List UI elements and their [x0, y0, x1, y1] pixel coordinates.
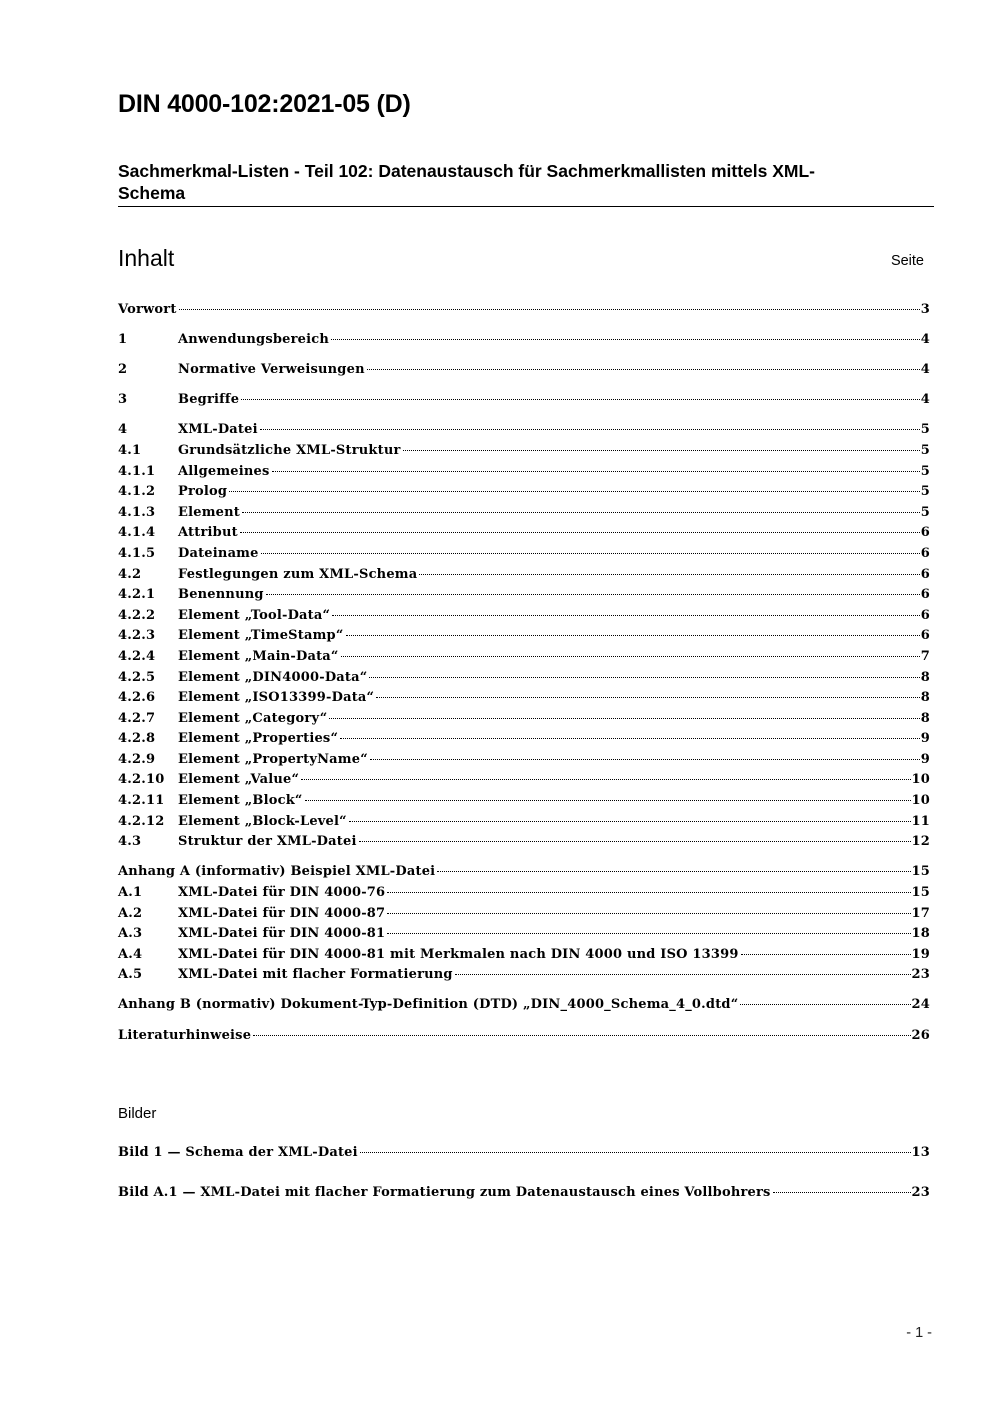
toc-entry-title: XML-Datei für DIN 4000-81 mit Merkmalen nach DIN 4000 und ISO 13399: [178, 946, 739, 962]
toc-entry[interactable]: [118, 302, 930, 323]
toc-entry-title: XML-Datei für DIN 4000-81: [178, 926, 386, 942]
figures-heading: Bilder: [118, 1105, 157, 1122]
toc-dot-leader: [179, 309, 920, 310]
toc-entry-page: 5: [920, 442, 930, 458]
toc-entry-number: 4.2.7: [118, 710, 156, 726]
toc-entry[interactable]: [118, 752, 930, 773]
toc-entry-number: A.4: [118, 946, 143, 962]
toc-entry-number: A.1: [118, 884, 143, 900]
toc-dot-leader: [260, 429, 920, 430]
toc-entry-page: 23: [911, 967, 930, 983]
toc-entry-title: Element „Main-Data“: [178, 648, 339, 664]
toc-entry-title: Element: [178, 504, 241, 520]
toc-entry-title: Festlegungen zum XML-Schema: [178, 566, 418, 582]
toc-entry-title: Element „Properties“: [178, 731, 339, 747]
figure-entry-title: Bild A.1 — XML-Datei mit flacher Formatierung zum Datenaustausch eines Vollbohrers: [118, 1185, 771, 1201]
toc-entry-page: 10: [911, 772, 930, 788]
toc-entry-number: 4.2.3: [118, 628, 156, 644]
document-subtitle: [118, 160, 934, 207]
toc-entry-number: 3: [118, 392, 128, 408]
toc-entry[interactable]: [118, 362, 930, 383]
toc-entry[interactable]: [118, 628, 930, 649]
toc-entry-number: 4.1.3: [118, 504, 156, 520]
toc-entry-number: 4.2.4: [118, 648, 156, 664]
toc-entry-page: 11: [911, 813, 930, 829]
toc-dot-leader: [437, 871, 910, 872]
toc-entry-number: 4.2.11: [118, 793, 165, 809]
toc-entry-page: 6: [920, 566, 930, 582]
toc-entry[interactable]: [118, 505, 930, 526]
toc-entry-number: A.2: [118, 905, 143, 921]
toc-entry-page: 19: [911, 946, 930, 962]
subtitle-line-1: Sachmerkmal-Listen - Teil 102: Datenaustausch für Sachmerkmallisten mittels XML-: [118, 161, 815, 181]
toc-entry-title: XML-Datei für DIN 4000-76: [178, 884, 386, 900]
toc-entry-page: 4: [920, 332, 930, 348]
toc-dot-leader: [741, 954, 911, 955]
toc-entry-page: 5: [920, 463, 930, 479]
toc-entry-page: 6: [920, 628, 930, 644]
figure-dot-leader: [360, 1152, 911, 1153]
toc-entry-page: 8: [920, 690, 930, 706]
toc-entry-title: Begriffe: [178, 392, 240, 408]
toc-dot-leader: [367, 369, 920, 370]
toc-entry[interactable]: [118, 793, 930, 814]
toc-entry-number: 4.1: [118, 442, 142, 458]
toc-entry-number: 4.1.2: [118, 484, 156, 500]
toc-entry-number: 2: [118, 362, 128, 378]
toc-entry-number: 1: [118, 332, 128, 348]
toc-entry-title: XML-Datei mit flacher Formatierung: [178, 967, 453, 983]
toc-dot-leader: [349, 821, 911, 822]
toc-entry-page: 18: [911, 926, 930, 942]
toc-dot-leader: [340, 738, 920, 739]
toc-entry-page: 12: [911, 834, 930, 850]
toc-entry-number: A.3: [118, 926, 143, 942]
toc-entry-title: Vorwort: [118, 302, 177, 317]
toc-entry[interactable]: [118, 711, 930, 732]
toc-entry-number: 4.2.8: [118, 731, 156, 747]
toc-entry[interactable]: [118, 814, 930, 835]
toc-entry-page: 24: [911, 997, 930, 1013]
toc-entry-page: 5: [920, 504, 930, 520]
toc-entry[interactable]: [118, 608, 930, 629]
toc-entry-title: Literaturhinweise: [118, 1027, 252, 1043]
toc-entry-page: 15: [911, 864, 930, 880]
toc-entry-page: 8: [920, 710, 930, 726]
toc-entry-title: Anhang A (informativ) Beispiel XML-Datei: [118, 864, 436, 880]
toc-dot-leader: [272, 471, 920, 472]
toc-entry-title: Element „TimeStamp“: [178, 628, 344, 644]
toc-entry-number: 4.1.1: [118, 463, 156, 479]
toc-entry-number: 4.2: [118, 566, 142, 582]
toc-dot-leader: [301, 779, 910, 780]
toc-dot-leader: [229, 491, 920, 492]
toc-dot-leader: [369, 677, 919, 678]
toc-dot-leader: [387, 913, 910, 914]
toc-dot-leader: [242, 512, 920, 513]
toc-entry[interactable]: [118, 1028, 930, 1049]
toc-entry-page: 10: [911, 793, 930, 809]
toc-dot-leader: [419, 574, 919, 575]
toc-entry[interactable]: [118, 772, 930, 793]
list-of-figures: [118, 1145, 930, 1206]
figure-entry-page: 23: [911, 1185, 930, 1201]
toc-dot-leader: [455, 974, 911, 975]
toc-entry[interactable]: [118, 443, 930, 464]
toc-page-label: Seite: [890, 253, 924, 269]
toc-entry-title: Element „ISO13399-Data“: [178, 690, 375, 706]
figure-dot-leader: [773, 1192, 911, 1193]
page-number: - 1 -: [906, 1325, 932, 1341]
toc-entry-number: 4.2.1: [118, 587, 156, 603]
figure-entry[interactable]: [118, 1145, 930, 1166]
toc-entry-number: 4.1.5: [118, 545, 156, 561]
figure-entry[interactable]: [118, 1185, 930, 1206]
toc-entry-number: 4.2.9: [118, 751, 156, 767]
toc-entry-title: Anhang B (normativ) Dokument-Typ-Definition (DTD) „DIN_4000_Schema_4_0.dtd“: [118, 997, 739, 1013]
toc-entry-title: Element „Block“: [178, 793, 303, 809]
toc-entry[interactable]: [118, 834, 930, 855]
toc-entry-page: 17: [911, 905, 930, 921]
toc-entry-title: Element „Block-Level“: [178, 813, 347, 829]
toc-entry-title: XML-Datei: [178, 422, 258, 438]
toc-dot-leader: [740, 1004, 910, 1005]
toc-entry-title: Normative Verweisungen: [178, 362, 365, 378]
toc-entry[interactable]: [118, 484, 930, 505]
toc-entry[interactable]: [118, 864, 930, 885]
toc-entry-page: 15: [911, 884, 930, 900]
toc-entry-title: Dateiname: [178, 545, 259, 561]
toc-entry-number: 4.2.5: [118, 669, 156, 685]
toc-entry-title: Allgemeines: [178, 463, 270, 479]
toc-entry-title: Element „Value“: [178, 772, 300, 788]
toc-dot-leader: [329, 718, 919, 719]
toc-entry-page: 6: [920, 525, 930, 541]
toc-heading: Inhalt: [118, 245, 175, 271]
toc-entry-title: XML-Datei für DIN 4000-87: [178, 905, 386, 921]
toc-entry[interactable]: [118, 885, 930, 906]
toc-entry-page: 6: [920, 607, 930, 623]
toc-entry-title: Element „DIN4000-Data“: [178, 669, 368, 685]
toc-entry[interactable]: [118, 906, 930, 927]
toc-entry[interactable]: [118, 731, 930, 752]
toc-dot-leader: [240, 532, 920, 533]
toc-dot-leader: [387, 933, 910, 934]
toc-entry-number: 4.2.2: [118, 607, 156, 623]
figure-entry-page: 13: [911, 1145, 930, 1160]
toc-entry[interactable]: [118, 587, 930, 608]
toc-entry-number: A.5: [118, 967, 143, 983]
toc-entry[interactable]: [118, 670, 930, 691]
toc-dot-leader: [341, 656, 920, 657]
toc-entry-page: 26: [911, 1027, 930, 1043]
toc-entry-page: 5: [920, 422, 930, 438]
toc-dot-leader: [331, 339, 920, 340]
toc-entry[interactable]: [118, 967, 930, 988]
figure-entry-title: Bild 1 — Schema der XML-Datei: [118, 1145, 358, 1160]
toc-entry-title: Element „Category“: [178, 710, 328, 726]
toc-entry-title: Element „Tool-Data“: [178, 607, 331, 623]
toc-entry[interactable]: [118, 997, 930, 1018]
toc-entry[interactable]: [118, 525, 930, 546]
document-title: DIN 4000-102:2021-05 (D): [118, 90, 411, 118]
toc-entry[interactable]: [118, 422, 930, 443]
toc-entry-number: 4.3: [118, 834, 142, 850]
toc-entry[interactable]: [118, 947, 930, 968]
toc-entry-title: Attribut: [178, 525, 238, 541]
toc-entry-page: 6: [920, 587, 930, 603]
toc-entry[interactable]: [118, 649, 930, 670]
toc-entry-page: 9: [920, 751, 930, 767]
toc-entry[interactable]: [118, 546, 930, 567]
toc-dot-leader: [253, 1035, 910, 1036]
toc-entry-page: 7: [920, 648, 930, 664]
toc-entry-number: 4: [118, 422, 128, 438]
toc-entry[interactable]: [118, 567, 930, 588]
toc-dot-leader: [241, 399, 920, 400]
toc-dot-leader: [376, 697, 920, 698]
toc-entry-page: 8: [920, 669, 930, 685]
toc-entry-page: 4: [920, 392, 930, 408]
toc-entry-number: 4.1.4: [118, 525, 156, 541]
toc-dot-leader: [332, 615, 920, 616]
toc-entry-page: 6: [920, 545, 930, 561]
table-of-contents: [118, 302, 930, 1048]
toc-entry-number: 4.2.6: [118, 690, 156, 706]
toc-entry-title: Grundsätzliche XML-Struktur: [178, 442, 401, 458]
toc-entry-number: 4.2.12: [118, 813, 165, 829]
toc-dot-leader: [346, 635, 920, 636]
subtitle-line-2: Schema: [118, 183, 186, 203]
toc-entry-title: Benennung: [178, 587, 264, 603]
toc-entry-page: 9: [920, 731, 930, 747]
toc-entry[interactable]: [118, 392, 930, 413]
toc-dot-leader: [387, 892, 910, 893]
toc-entry-number: 4.2.10: [118, 772, 165, 788]
toc-entry-page: 3: [920, 302, 930, 317]
toc-dot-leader: [403, 450, 920, 451]
toc-entry-title: Anwendungsbereich: [178, 332, 330, 348]
toc-entry[interactable]: [118, 464, 930, 485]
toc-entry-page: 5: [920, 484, 930, 500]
toc-entry-title: Struktur der XML-Datei: [178, 834, 357, 850]
toc-entry[interactable]: [118, 926, 930, 947]
toc-entry-title: Prolog: [178, 484, 228, 500]
toc-entry[interactable]: [118, 332, 930, 353]
toc-dot-leader: [359, 841, 911, 842]
toc-entry-page: 4: [920, 362, 930, 378]
toc-entry-title: Element „PropertyName“: [178, 751, 368, 767]
toc-dot-leader: [370, 759, 920, 760]
toc-dot-leader: [305, 800, 911, 801]
toc-entry[interactable]: [118, 690, 930, 711]
toc-dot-leader: [266, 594, 920, 595]
toc-dot-leader: [261, 553, 920, 554]
